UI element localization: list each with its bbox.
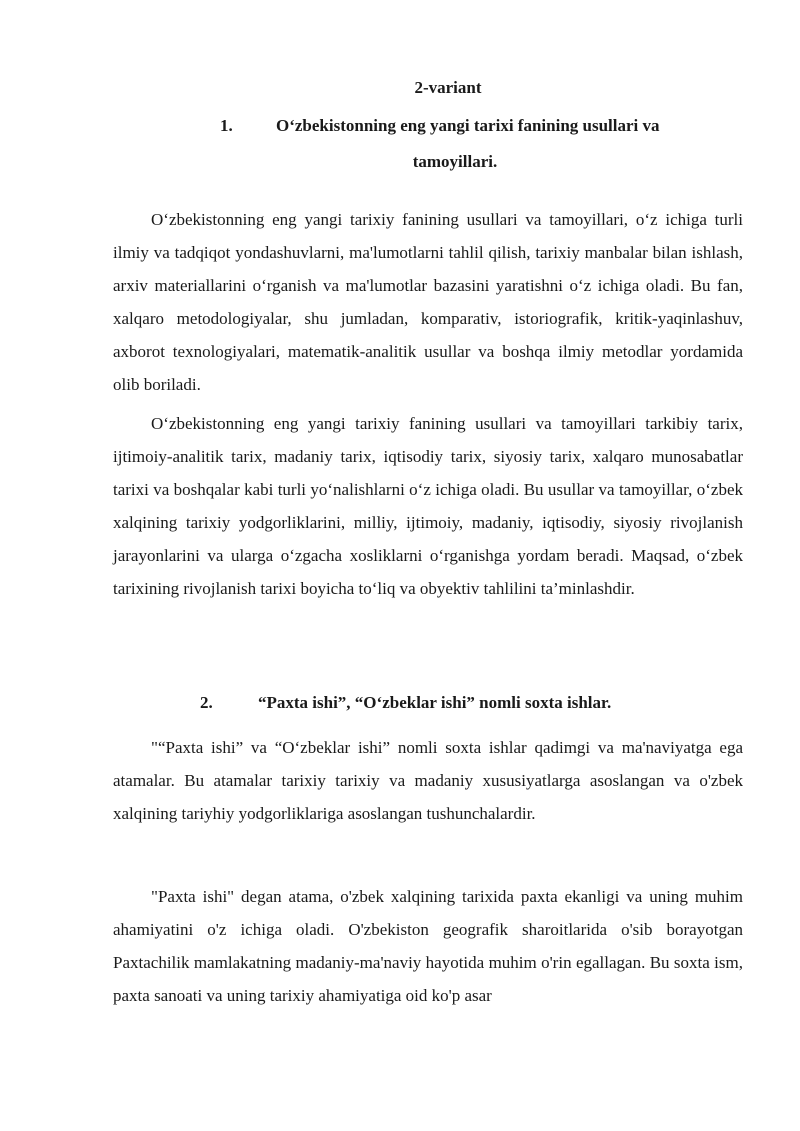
section-2-paragraph: "“Paxta ishi” va “O‘zbeklar ishi” nomli soxta ishlar qadimgi va ma'naviyatga ega atamalar. Bu atamalar tarixiy tarixiy va madaniy xususiyatlarga asoslangan va o'zbek xalqining tariyhiy yodgorliklariga asoslangan tushunchalardir. [113,738,743,823]
section-2-paragraph: "Paxta ishi" degan atama, o'zbek xalqining tarixida paxta ekanligi va uning muhim ahamiyatini o'z ichiga oladi. O'zbekiston geografik sharoitlarida o'sib borayotgan Paxtachilik mamlakatning madaniy-ma'naviy hayotida muhim o'rin egallagan. Bu soxta ism, paxta sanoati va uning tarixiy ahamiyatiga oid ko'p asar [113,887,743,1005]
section-1-number: 1. [220,116,233,135]
section-2-number: 2. [200,693,213,712]
section-2-heading [200,688,720,718]
section-1-heading [220,108,730,180]
section-1-paragraph: O‘zbekistonning eng yangi tarixiy fanining usullari va tamoyillari, o‘z ichiga turli ilmiy va tadqiqot yondashuvlarni, ma'lumotlarni tahlil qilish, tarixiy manbalar bilan ishlash, arxiv materiallarini o‘rganish va ma'lumotlar bazasini yaratishni o‘z ichiga oladi. Bu fan, xalqaro metodologiyalar, shu jumladan, komparativ, istoriografik, kritik-yaqinlashuv, axborot texnologiyalari, matematik-analitik usullar va boshqa ilmiy metodlar yordamida olib boriladi. [113,210,743,394]
section-2-title: “Paxta ishi”, “O‘zbeklar ishi” nomli soxta ishlar. [258,693,612,712]
variant-title: 2-variant [414,78,482,97]
section-1-paragraph: O‘zbekistonning eng yangi tarixiy fanining usullari va tamoyillari tarkibiy tarix, ijtimoiy-analitik tarix, madaniy tarix, iqtisodiy tarix, siyosiy tarix, xalqaro munosabatlar tarixi va boshqalar kabi turli yo‘nalishlarni o‘z ichiga oladi. Bu usullar va tamoyillar, o‘zbek xalqining tarixiy yodgorliklarini, milliy, ijtimoiy, madaniy, iqtisodiy, siyosiy rivojlanish jarayonlarini va ularga o‘zgacha xosliklarni o‘rganishga yordam beradi. Maqsad, o‘zbek tarixining rivojlanish tarixi boyicha to‘liq va obyektiv tahlilini ta’minlashdir. [113,414,743,598]
section-1-title-line2: tamoyillari. [412,152,498,171]
section-1-title-line1: O‘zbekistonning eng yangi tarixi fanining usullari va [276,116,660,135]
